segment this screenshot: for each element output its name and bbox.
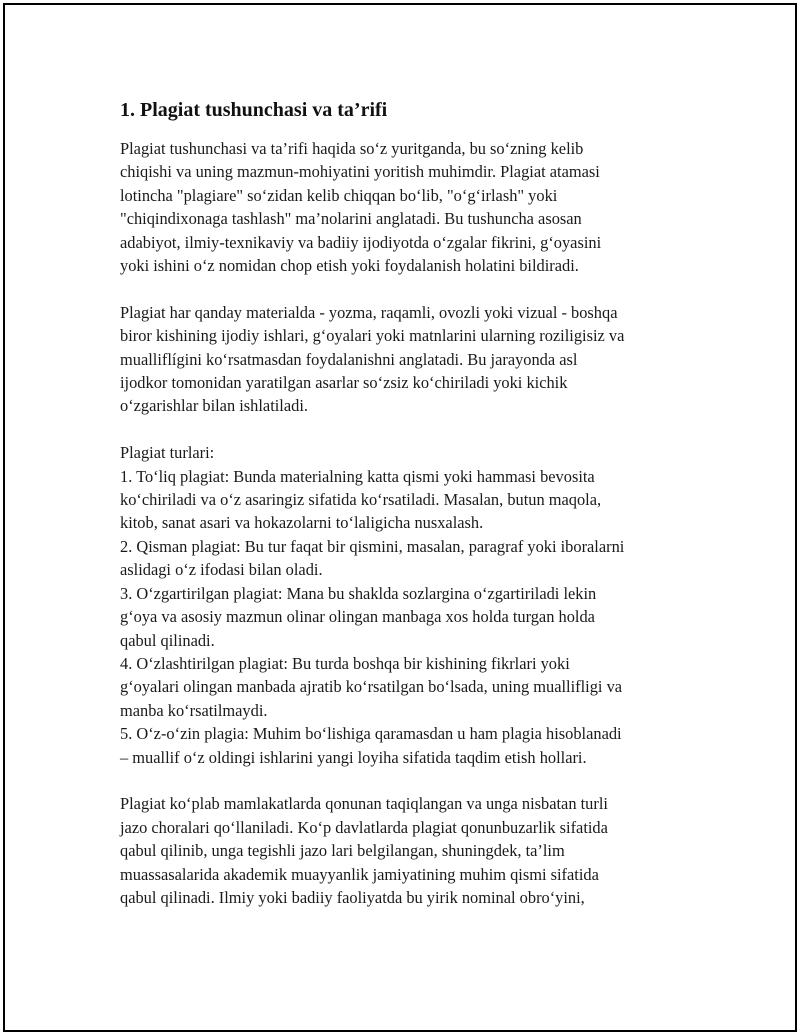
paragraph-spacer: [120, 418, 695, 441]
text-line: 4. O‘zlashtirilgan plagiat: Bu turda boshqa bir kishining fikrlari yoki: [120, 653, 570, 673]
text-line: qabul qilinadi. Ilmiy yoki badiiy faoliyatda bu yirik nominal obro‘yini,: [120, 887, 585, 907]
text-line: aslidagi o‘z ifodasi bilan oladi.: [120, 560, 323, 580]
text-line: o‘zgarishlar bilan ishlatiladi.: [120, 396, 308, 416]
text-line: "chiqindixonaga tashlash" ma’nolarini anglatadi. Bu tushuncha asosan: [120, 209, 582, 229]
text-line: biror kishining ijodiy ishlari, g‘oyalari yoki matnlarini ularning roziligisiz va: [120, 326, 625, 346]
text-line: lotincha "plagiare" so‘zidan kelib chiqqan bo‘lib, "o‘g‘irlash" yoki: [120, 185, 558, 205]
paragraph-spacer: [120, 277, 695, 300]
paragraph-legal: [120, 792, 695, 909]
paragraph-intro: [120, 137, 695, 277]
paragraph-types-list: [120, 441, 695, 769]
document-page: [3, 3, 797, 1032]
text-line: ko‘chiriladi va o‘z asaringiz sifatida ko‘rsatiladi. Masalan, butun maqola,: [120, 490, 602, 510]
text-line: qabul qilinib, unga tegishli jazo lari belgilangan, shuningdek, ta’lim: [120, 841, 565, 861]
text-line: yoki ishini o‘z nomidan chop etish yoki foydalanish holatini bildiradi.: [120, 256, 579, 276]
text-line: – muallif o‘z oldingi ishlarini yangi loyiha sifatida taqdim etish hollari.: [120, 747, 587, 767]
paragraph-spacer: [120, 769, 695, 792]
text-line: Plagiat har qanday materialda - yozma, raqamli, ovozli yoki vizual - boshqa: [120, 302, 618, 322]
text-line: chiqishi va uning mazmun-mohiyatini yoritish muhimdir. Plagiat atamasi: [120, 162, 600, 182]
text-line: kitob, sanat asari va hokazolarni to‘laligicha nusxalash.: [120, 513, 484, 533]
text-line: g‘oya va asosiy mazmun olinar olingan manbaga xos holda turgan holda: [120, 607, 595, 627]
text-line: jazo choralari qo‘llaniladi. Ko‘p davlatlarda plagiat qonunbuzarlik sifatida: [120, 817, 608, 837]
text-line: Plagiat ko‘plab mamlakatlarda qonunan taqiqlangan va unga nisbatan turli: [120, 794, 608, 814]
text-line: adabiyot, ilmiy-texnikaviy va badiiy ijodiyotda o‘zgalar fikrini, g‘oyasini: [120, 232, 602, 252]
text-line: manba ko‘rsatilmaydi.: [120, 700, 268, 720]
text-line: g‘oyalari olingan manbada ajratib ko‘rsatilgan bo‘lsada, uning muallifligi va: [120, 677, 623, 697]
text-line: qabul qilinadi.: [120, 630, 215, 650]
text-line: 2. Qisman plagiat: Bu tur faqat bir qismini, masalan, paragraf yoki iboralarni: [120, 536, 625, 556]
text-line: 3. O‘zgartirilgan plagiat: Mana bu shaklda sozlargina o‘zgartiriladi lekin: [120, 583, 597, 603]
text-line: 1. To‘liq plagiat: Bunda materialning katta qismi yoki hammasi bevosita: [120, 466, 595, 486]
paragraph-definition: [120, 301, 695, 418]
text-line: Plagiat turlari:: [120, 443, 215, 463]
text-line: ijodkor tomonidan yaratilgan asarlar so‘zsiz ko‘chiriladi yoki kichik: [120, 373, 568, 393]
text-line: muassasalarida akademik muayyanlik jamiyatining muhim qismi sifatida: [120, 864, 599, 884]
text-line: Plagiat tushunchasi va ta’rifi haqida so‘z yuritganda, bu so‘zning kelib: [120, 139, 584, 158]
text-line: mualliflígini ko‘rsatmasdan foydalanishni anglatadi. Bu jarayonda asl: [120, 349, 578, 369]
document-content: [120, 97, 695, 909]
section-heading: 1. Plagiat tushunchasi va ta’rifi: [120, 99, 388, 121]
text-line: 5. O‘z-o‘zin plagia: Muhim bo‘lishiga qaramasdan u ham plagia hisoblanadi: [120, 724, 622, 744]
